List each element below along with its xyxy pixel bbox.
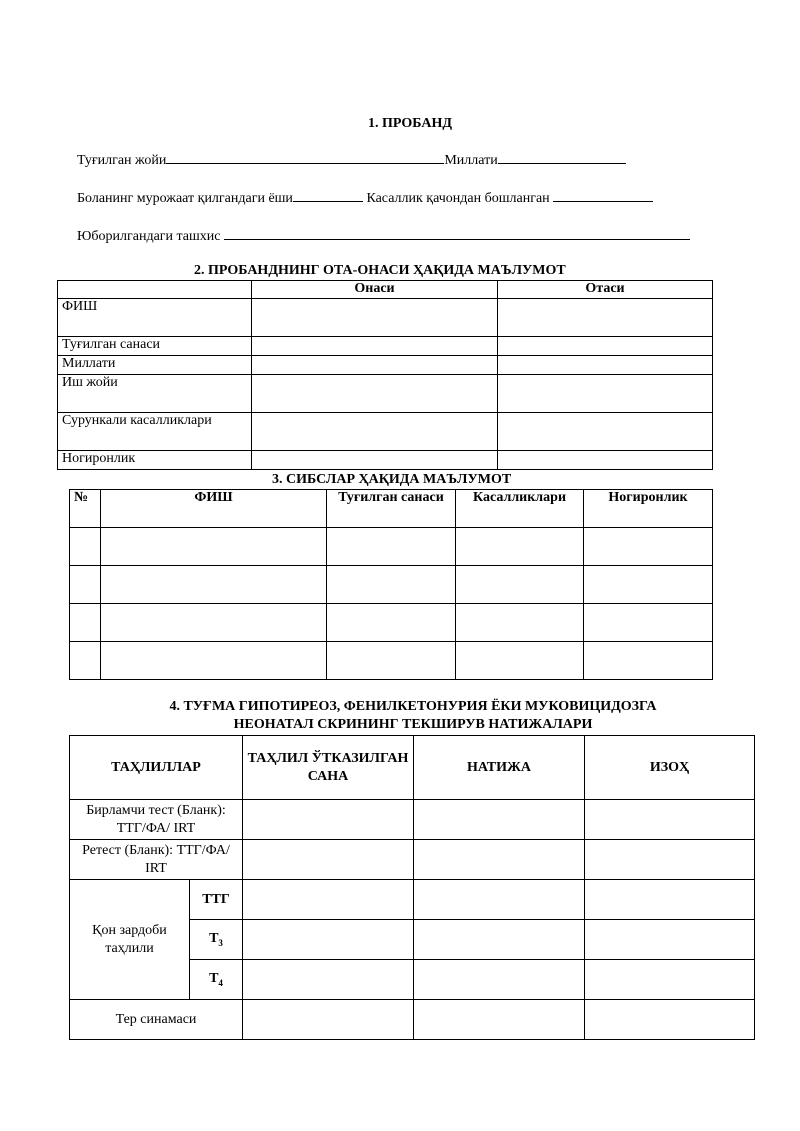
screening-table [69,735,755,1040]
parents-cell[interactable] [252,337,498,356]
screening-cell[interactable] [585,960,755,1000]
nationality-label: Миллати [444,153,498,168]
parents-cell[interactable] [498,451,713,470]
screening-cell[interactable] [243,960,414,1000]
screening-sub-ttg: ТТГ [190,880,243,920]
siblings-header-number: № [70,490,101,528]
siblings-cell[interactable] [70,528,101,566]
section-4-title-line1: 4. ТУҒМА ГИПОТИРЕОЗ, ФЕНИЛКЕТОНУРИЯ ЁКИ МУКОВИЦИДОЗГА [169,699,657,714]
section-1-title: 1. ПРОБАНД [368,116,452,131]
section-3-title: 3. СИБСЛАР ҲАҚИДА МАЪЛУМОТ [272,472,512,487]
parents-cell[interactable] [252,413,498,451]
parents-cell[interactable] [498,413,713,451]
t3-letter: Т [209,931,219,947]
screening-header-note: ИЗОҲ [585,736,755,800]
screening-row-sweat: Тер синамаси [70,1000,243,1040]
screening-cell[interactable] [414,920,585,960]
t4-index: 4 [218,977,223,988]
screening-sub-t4 [190,960,243,1000]
screening-cell[interactable] [585,1000,755,1040]
siblings-cell[interactable] [101,528,327,566]
screening-cell[interactable] [414,840,585,880]
siblings-cell[interactable] [456,604,584,642]
screening-cell[interactable] [243,880,414,920]
siblings-cell[interactable] [327,566,456,604]
screening-header-date: ТАҲЛИЛ ЎТКАЗИЛГАН САНА [243,736,414,800]
screening-cell[interactable] [414,1000,585,1040]
parents-row-label: ФИШ [58,299,252,337]
siblings-cell[interactable] [456,528,584,566]
nationality-field[interactable] [498,151,626,164]
section-2-title: 2. ПРОБАНДНИНГ ОТА-ОНАСИ ҲАҚИДА МАЪЛУМОТ [194,263,566,278]
parents-header-father: Отаси [498,281,713,299]
siblings-header-name: ФИШ [101,490,327,528]
parents-row-label: Ногиронлик [58,451,252,470]
siblings-cell[interactable] [584,642,713,680]
screening-cell[interactable] [414,880,585,920]
siblings-cell[interactable] [584,604,713,642]
siblings-cell[interactable] [584,566,713,604]
screening-header-result: НАТИЖА [414,736,585,800]
parents-header-empty [58,281,252,299]
siblings-cell[interactable] [584,528,713,566]
screening-sub-t3 [190,920,243,960]
section-4-title-line2: НЕОНАТАЛ СКРИНИНГ ТЕКШИРУВ НАТИЖАЛАРИ [233,717,593,732]
screening-cell[interactable] [585,800,755,840]
t4-letter: Т [209,971,219,987]
parents-row-label: Туғилган санаси [58,337,252,356]
siblings-cell[interactable] [70,642,101,680]
screening-cell[interactable] [585,920,755,960]
parents-cell[interactable] [498,375,713,413]
parents-row-label: Иш жойи [58,375,252,413]
screening-cell[interactable] [243,1000,414,1040]
siblings-cell[interactable] [327,642,456,680]
parents-row-label: Сурункали касалликлари [58,413,252,451]
age-label: Боланинг мурожаат қилгандаги ёши [77,191,293,206]
diagnosis-line [77,227,690,245]
screening-cell[interactable] [243,920,414,960]
onset-field[interactable] [553,189,653,202]
screening-cell[interactable] [414,800,585,840]
siblings-cell[interactable] [101,566,327,604]
screening-row-primary: Бирламчи тест (Бланк): ТТГ/ФА/ IRT [70,800,243,840]
diagnosis-label: Юборилгандаги ташхис [77,229,221,244]
screening-cell[interactable] [585,840,755,880]
siblings-header-diseases: Касалликлари [456,490,584,528]
siblings-cell[interactable] [327,604,456,642]
siblings-table [69,489,713,680]
parents-table [57,280,713,470]
screening-row-retest: Ретест (Бланк): ТТГ/ФА/ IRT [70,840,243,880]
siblings-cell[interactable] [101,604,327,642]
parents-cell[interactable] [252,375,498,413]
age-field[interactable] [293,189,363,202]
screening-cell[interactable] [585,880,755,920]
parents-cell[interactable] [252,356,498,375]
siblings-header-disability: Ногиронлик [584,490,713,528]
screening-cell[interactable] [243,800,414,840]
screening-cell[interactable] [414,960,585,1000]
birthplace-line [77,151,626,169]
parents-cell[interactable] [252,451,498,470]
parents-cell[interactable] [498,337,713,356]
diagnosis-field[interactable] [224,227,690,240]
parents-cell[interactable] [498,299,713,337]
siblings-cell[interactable] [327,528,456,566]
siblings-cell[interactable] [70,566,101,604]
screening-cell[interactable] [243,840,414,880]
age-onset-line [77,189,653,207]
siblings-cell[interactable] [456,642,584,680]
parents-cell[interactable] [252,299,498,337]
onset-label: Касаллик қачондан бошланган [366,191,550,206]
siblings-cell[interactable] [101,642,327,680]
parents-header-mother: Онаси [252,281,498,299]
parents-cell[interactable] [498,356,713,375]
screening-row-serum: Қон зардоби таҳлили [70,880,190,1000]
birthplace-label: Туғилган жойи [77,153,167,168]
t3-index: 3 [218,937,223,948]
siblings-cell[interactable] [456,566,584,604]
screening-header-analyses: ТАҲЛИЛЛАР [70,736,243,800]
siblings-cell[interactable] [70,604,101,642]
birthplace-field[interactable] [166,151,444,164]
siblings-header-birthdate: Туғилган санаси [327,490,456,528]
parents-row-label: Миллати [58,356,252,375]
